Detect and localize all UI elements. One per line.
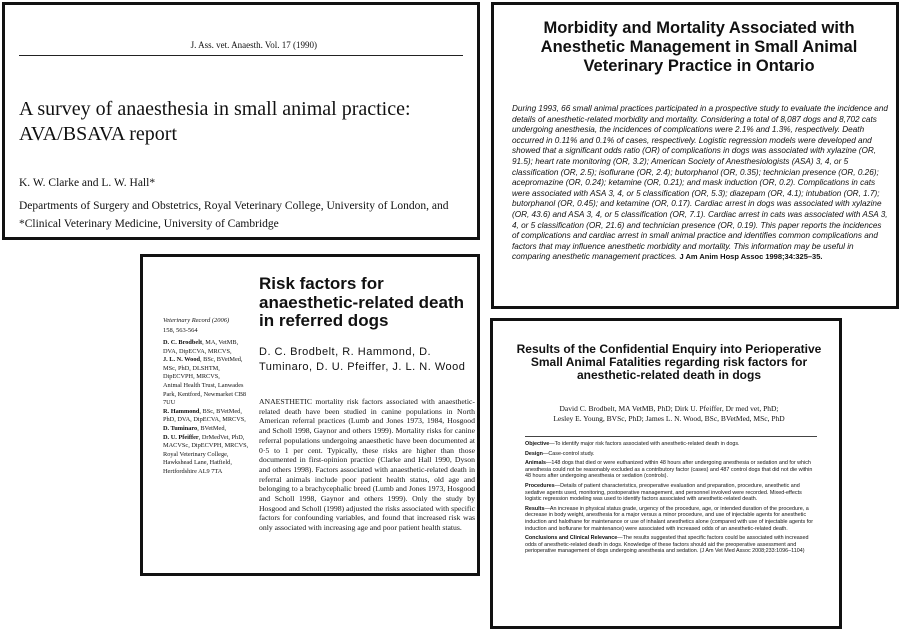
- paper-affiliations: [19, 197, 469, 233]
- sidebar-entry: R. Hammond, BSc, BVetMed, PhD, DVA, DipECVA, MRCVS,: [163, 407, 246, 424]
- paper-authors: [511, 404, 827, 424]
- abstract-section: Animals—148 dogs that died or were euthanized within 48 hours after undergoing anesthesia or sedation and for which anesthesia could not be reasonably excluded as a contributory factor (cases) and 487 control dogs that did not die within 48 hours after undergoing anesthesia or sedation (controls).: [525, 460, 813, 480]
- abstract-section: Conclusions and Clinical Relevance—The results suggested that specific factors could be associated with increased odds of anesthetic-related death in dogs. Knowledge of these factors should aid the preoperative assessment and perioperative management of dogs undergoing anesthesia and sedation. (J Am Vet Med Assoc 2008;233:1096–1104): [525, 535, 809, 555]
- paper-brodbelt-2008: [490, 318, 842, 629]
- journal-name: Veterinary Record (2006): [163, 317, 230, 324]
- paper-authors: D. C. Brodbelt, R. Hammond, D. Tuminaro, D. U. Pfeiffer, J. L. N. Wood: [259, 346, 466, 373]
- abstract-section: Procedures—Details of patient characteristics, preoperative evaluation and preparation, procedure, anesthetic and sedative agents used, monitoring, postoperative management, and personnel involved were recorded. Mixed-effects logistic regression modeling was used to identify factors associated with anesthetic-related death.: [525, 482, 802, 503]
- sidebar-entry: Royal Veterinary College, Hawkshead Lane, Hatfield, Hertfordshire AL9 7TA: [163, 450, 232, 475]
- author-line: Lesley E. Young, BVSc, PhD; James L. N. Wood, BSc, BVetMed, MSc, PhD: [553, 414, 785, 423]
- sidebar-entry: J. L. N. Wood, BSc, BVetMed, MSc, PhD, DLSHTM, DipECVPH, MRCVS,: [163, 356, 243, 381]
- affiliation-line: Departments of Surgery and Obstetrics, Royal Veterinary College, University of London, and: [19, 200, 449, 212]
- author-line: David C. Brodbelt, MA VetMB, PhD; Dirk U. Pfeiffer, Dr med vet, PhD;: [559, 404, 779, 413]
- paper-body-text: ANAESTHETIC mortality risk factors associated with anaesthetic-related death have been studied in canine populations in North American referral practices (Lumb and Jones 1973, 1984, Hosgood and Scholl 1998, Gaynor and others 1999). Mortality risks for canine referral populations undergoing anaesthetic have been documented at 0·5 to 1 per cent. Typically, these risks are higher than those documented in first-opinion practice (Clarke and Hall 1990, Dyson and others 1998). Factors associated with anaesthetic-related death in referral animals include poor patient health status, old age and belonging to a brachycephalic breed (Lumb and Jones 1973, Hosgood and Scholl 1998, Gaynor and others 1999). Only the study by Hosgood and Scholl (1998) adjusted the risks associated with specific factors for confounding variables, and found that increased risk was only associated with increasing age and poor patient health status.: [259, 397, 475, 533]
- paper-brodbelt-2006: [140, 254, 480, 576]
- sidebar-entry: D. Tuminaro, BVetMed,: [163, 424, 227, 432]
- abstract-section: Design—Case-control study.: [525, 450, 595, 457]
- sidebar-entry: D. C. Brodbelt, MA, VetMB, DVA, DipECVA, MRCVS,: [163, 339, 239, 355]
- paper-authors: K. W. Clarke and L. W. Hall*: [19, 177, 156, 189]
- sidebar-entry: Animal Health Trust, Lanwades Park, Kentford, Newmarket CB8 7UU: [163, 381, 247, 407]
- paper-clarke-hall-1990: [2, 2, 480, 240]
- affiliation-line: *Clinical Veterinary Medicine, University of Cambridge: [19, 218, 279, 230]
- sidebar-entry: D. U. Pfeiffer, DrMedVet, PhD, MACVSc, DipECVPH, MRCVS,: [163, 433, 249, 450]
- paper-abstract: [512, 104, 888, 263]
- paper-title: Risk factors for anaesthetic-related death in referred dogs: [259, 274, 465, 330]
- abstract-section: Objective—To identify major risk factors associated with anesthetic-related death in dogs.: [525, 441, 740, 447]
- structured-abstract: [525, 436, 817, 623]
- abstract-text: During 1993, 66 small animal practices participated in a prospective study to evaluate the incidence and details of anesthetic-related morbidity and mortality. Considering a total of 8,087 dogs and 8,702 cats undergoing anesthesia, the incidences of complications were 2.1% and 1.3%, respectively. Death occurred in 0.11% and 0.1% of cases, respectively. Logistic regression models were developed and showed that a significant odds ratio (OR) of complications in dogs was associated with xylazine (OR, 91.5); heart rate monitoring (OR, 3.2); American Society of Anesthesiologists (ASA) 3, 4, or 5 classification (OR, 2.5); isoflurane (OR, 2.4); butorphanol (OR, 0.35); technician presence (OR, 0.26); acepromazine (OR, 0.24); ketamine (OR, 0.21); and mask induction (OR, 0.2). Complications in cats were associated with ASA 3, 4, or 5 classification (OR, 5.3); diazepam (OR, 4.1); intubation (OR, 1.7); butorphanol (OR, 0.45); and ketamine (OR, 0.17). Cardiac arrest in dogs was associated with xylazine (OR, 43.6) and ASA 3, 4, or 5 classification (OR, 7.1). Cardiac arrest in cats was associated with ASA 3, 4, or 5 classification (OR, 21.6) and technician presence (OR, 0.19). This paper reports the incidences of complications and cardiac arrest in small animal practice and identifies common complications and factors that may influence anesthetic morbidity and mortality. This information may be useful in comparing anesthetic management practices.: [512, 104, 888, 262]
- abstract-citation: J Am Anim Hosp Assoc 1998;34:325–35.: [679, 252, 823, 262]
- journal-header: J. Ass. vet. Anaesth. Vol. 17 (1990): [190, 40, 317, 50]
- author-affiliations-sidebar: [163, 339, 253, 477]
- paper-title: Results of the Confidential Enquiry into Perioperative Small Animal Fatalities regarding risk factors for anesthetic-related death in dogs: [516, 342, 822, 382]
- abstract-section: Results—An increase in physical status grade, urgency of the procedure, age, or intended duration of the procedure, a decrease in body weight, anesthesia for a major versus a minor procedure, and use of injectable agents for anesthetic induction and halothane for maintenance or use of inhalant anesthetics alone (compared with use of injectable agents for induction and isoflurane for maintenance) were associated with increased odds of an anesthetic-related death.: [525, 505, 813, 532]
- paper-ontario-1998: [491, 2, 899, 309]
- header-rule: [19, 55, 463, 56]
- paper-title: A survey of anaesthesia in small animal practice: AVA/BSAVA report: [19, 98, 411, 145]
- journal-volume-pages: 158, 563-564: [163, 327, 198, 334]
- paper-title: Morbidity and Mortality Associated with Anesthetic Management in Small Animal Veterinary Practice in Ontario: [540, 19, 858, 75]
